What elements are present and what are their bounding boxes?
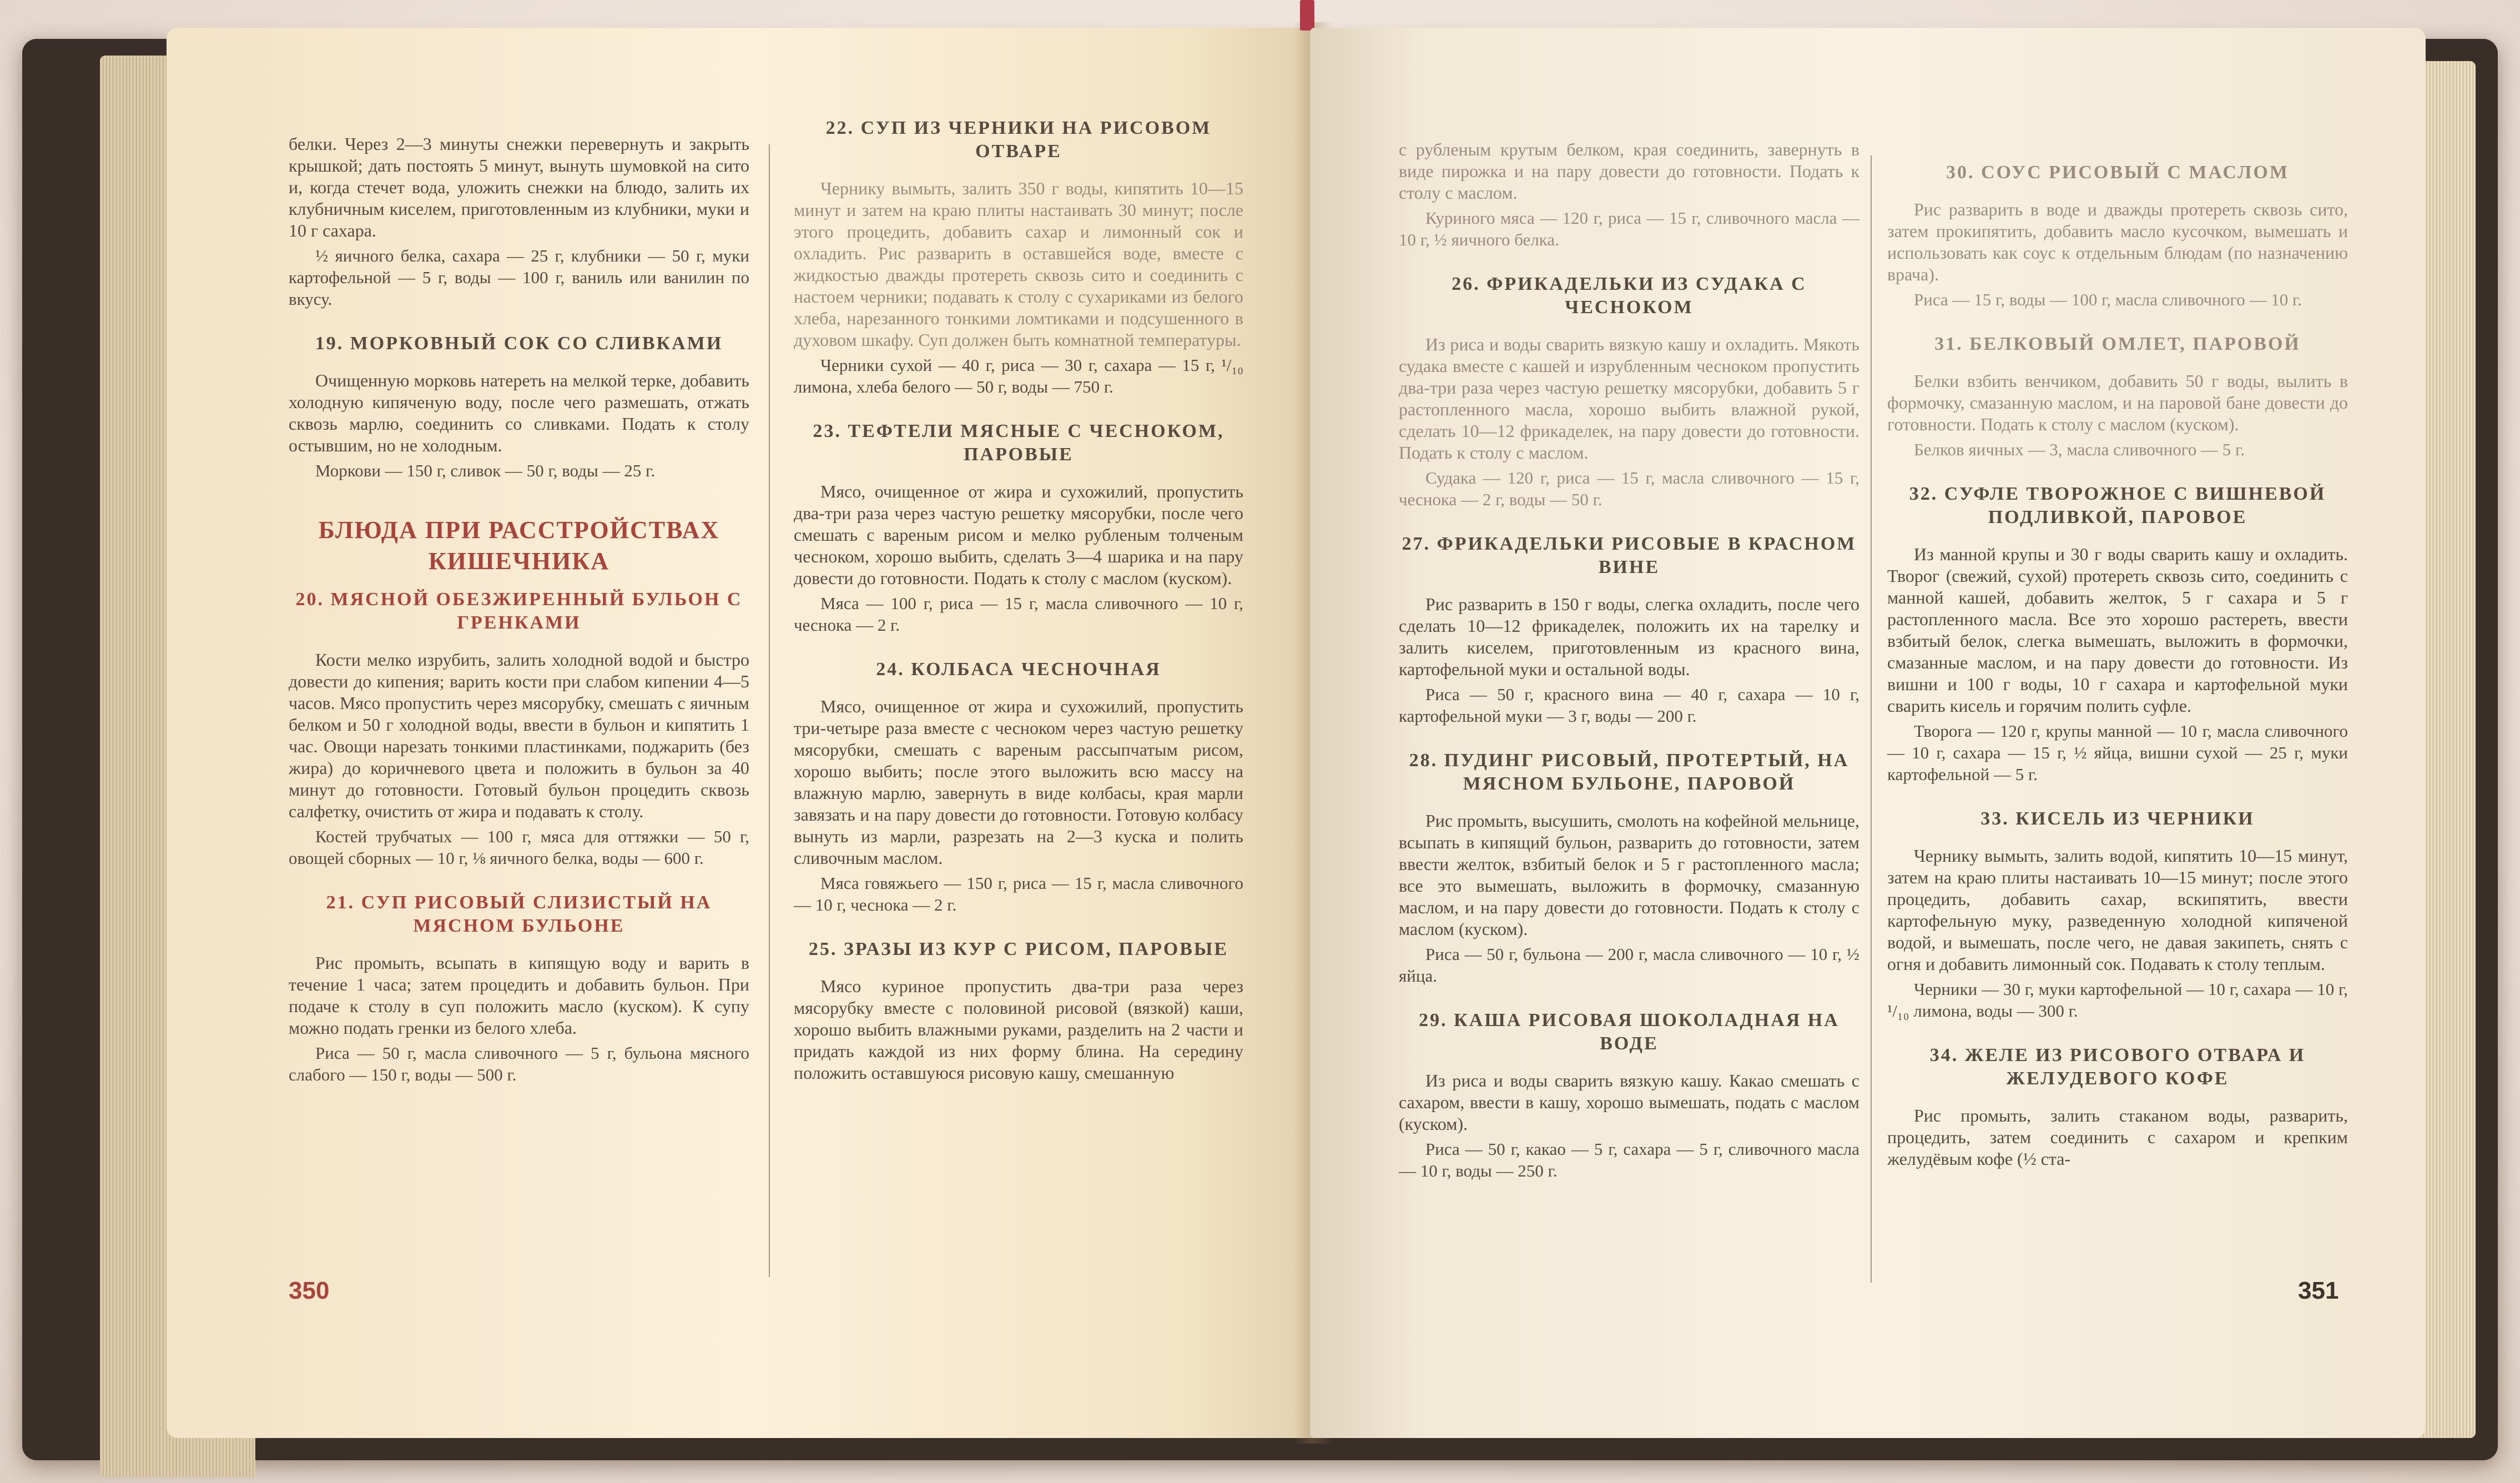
recipe-title-22: 22. СУП ИЗ ЧЕРНИКИ НА РИСОВОМ ОТВАРЕ — [825, 118, 1212, 162]
recipe-title-21: 21. СУП РИСОВЫЙ СЛИЗИСТЫЙ НА МЯСНОМ БУЛЬОНЕ — [326, 892, 712, 936]
recipe-title-31: 31. БЕЛКОВЫЙ ОМЛЕТ, ПАРОВОЙ — [1934, 334, 2301, 354]
recipe-ingredients-27: Риса — 50 г, красного вина — 40 г, сахара — 10 г, картофельной муки — 3 г, воды — 200 г. — [1399, 685, 1859, 726]
recipe-ingredients-33: Черники — 30 г, муки картофельной — 10 г, сахара — 10 г, ¹/₁₀ лимона, воды — 300 г. — [1887, 979, 2348, 1020]
recipe-ingredients-19: Моркови — 150 г, сливок — 50 г, воды — 25 г. — [315, 461, 656, 480]
recipe-text-20: Кости мелко изрубить, залить холодной водой и быстро довести до кипения; варить кости при слабом кипении 4—5 часов. Мясо пропустить через мясорубку, смешать с яичным белком и 50 г холодной воды, ввести в бульон и кипятить 1 час. Овощи нарезать тонкими пластинками, поджарить (без жира) до коричневого цвета и положить в бульон за 40 минут до готовности. Готовый бульон процедить сквозь салфетку, очистить от жира и подавать к столу. — [289, 650, 749, 821]
right-page — [1310, 28, 2426, 1438]
recipe-ingredients-22: Черники сухой — 40 г, риса — 30 г, сахара — 15 г, ¹/₁₀ лимона, хлеба белого — 50 г, воды — 750 г. — [794, 355, 1243, 396]
recipe-title-19: 19. МОРКОВНЫЙ СОК СО СЛИВКАМИ — [315, 333, 723, 354]
recipe-title-25: 25. ЗРАЗЫ ИЗ КУР С РИСОМ, ПАРОВЫЕ — [808, 939, 1229, 959]
recipe-title-34: 34. ЖЕЛЕ ИЗ РИСОВОГО ОТВАРА И ЖЕЛУДЕВОГО КОФЕ — [1929, 1045, 2306, 1089]
recipe-text-25: Мясо куриное пропустить два-три раза через мясорубку вместе с половиной рисовой (вязкой) каши, хорошо выбить влажными руками, разделить на 2 части и придать каждой из них форму блина. На середину положить оставшуюся рисовую кашу, смешанную — [794, 976, 1243, 1083]
recipe-text-21: Рис промыть, всыпать в кипящую воду и варить в течение 1 часа; затем процедить и добавить бульон. При подаче к столу в суп положить масло (куском). К супу можно подать гренки из белого хлеба. — [289, 953, 749, 1038]
recipe-text-28: Рис промыть, высушить, смолоть на кофейной мельнице, всыпать в кипящий бульон, разварить до готовности, затем ввести желток, взбитый белок и 5 г растопленного масла; все это вымешать, выложить в формочку, смазанную маслом, и на пару довести до готовности. Подать к столу с маслом (куском). — [1399, 811, 1859, 939]
recipe-ingredients-29: Риса — 50 г, какао — 5 г, сахара — 5 г, сливочного масла — 10 г, воды — 250 г. — [1399, 1139, 1859, 1180]
recipe-ingredients-21: Риса — 50 г, масла сливочного — 5 г, бульона мясного слабого — 150 г, воды — 500 г. — [289, 1043, 749, 1084]
right-column-1 — [1399, 139, 1859, 1185]
recipe-title-29: 29. КАША РИСОВАЯ ШОКОЛАДНАЯ НА ВОДЕ — [1419, 1010, 1839, 1054]
recipe-text-33: Чернику вымыть, залить водой, кипятить 10—15 минут, затем на краю плиты настаивать 10—15 минут; после этого процедить, добавить сахар, вскипятить, ввести картофельную муку, разведенную холодной кипяченой водой, и вымешать, после чего, не давая закипеть, снять с огня и добавить лимонный сок. Подавать к столу теплым. — [1887, 846, 2348, 974]
recipe-text-19: Очищенную морковь натереть на мелкой терке, добавить холодную кипяченую воду, после чего размешать, отжать сквозь марлю, соединить со сливками. Подать к столу остывшим, но не холодным. — [289, 370, 749, 455]
recipe-title-28: 28. ПУДИНГ РИСОВЫЙ, ПРОТЕРТЫЙ, НА МЯСНОМ БУЛЬОНЕ, ПАРОВОЙ — [1409, 750, 1849, 794]
recipe-text-22: Чернику вымыть, залить 350 г воды, кипятить 10—15 минут и затем на краю плиты настаивать 30 минут; после этого процедить, добавить сахар и лимонный сок и охладить. Рис разварить в оставшейся воде, вместе с жидкостью дважды протереть сквозь сито и соединить с настоем черники; подавать к столу с сухариками из белого хлеба, нарезанного тонкими ломтиками и подсушенного в духовом шкафу. Суп должен быть комнатной температуры. — [794, 178, 1243, 350]
recipe-text-32: Из манной крупы и 30 г воды сварить кашу и охладить. Творог (свежий, сухой) протереть сквозь сито, соединить с манной кашей, добавить желток, 5 г сахара и 5 г растопленного масла. Все это хорошо растереть, ввести взбитый белок, слегка вымешать, выложить в формочки, смазанные маслом, и на пару довести до готовности. Из вишни и 100 г воды, 10 г сахара и картофельной муки сварить кисель и горячим полить суфле. — [1887, 544, 2348, 716]
left-column-2 — [794, 117, 1243, 1087]
right-column-2 — [1887, 161, 2348, 1173]
recipe-ingredients-28: Риса — 50 г, бульона — 200 г, масла сливочного — 10 г, ½ яйца. — [1399, 944, 1859, 986]
recipe-text-23: Мясо, очищенное от жира и сухожилий, пропустить два-три раза через частую решетку мясорубки, после чего смешать с вареным рисом и мелко рубленым толченым чесноком, хорошо выбить, сделать 3—4 шарика и на пару довести до готовности. Подать к столу с маслом (куском). — [794, 481, 1243, 588]
column-rule — [1871, 155, 1872, 1283]
recipe-text-30: Рис разварить в воде и дважды протереть сквозь сито, затем прокипятить, добавить масло кусочком, вымешать и использовать как соус к отдельным блюдам (по назначению врача). — [1887, 199, 2348, 284]
recipe-text-31: Белки взбить венчиком, добавить 50 г воды, вылить в формочку, смазанную маслом, и на паровой бане довести до готовности. Подать к столу с маслом (куском). — [1887, 371, 2348, 434]
recipe-text-29: Из риса и воды сварить вязкую кашу. Какао смешать с сахаром, ввести в кашу, хорошо вымешать, подать с маслом (куском). — [1399, 1070, 1859, 1134]
ingredients: ½ яичного белка, сахара — 25 г, клубники — 50 г, муки картофельной — 5 г, воды — 100 г, ваниль или ванилин по вкусу. — [289, 246, 749, 309]
recipe-text-26: Из риса и воды сварить вязкую кашу и охладить. Мякоть судака вместе с кашей и изрубленным чесноком пропустить два-три раза через частую решетку мясорубки, добавить 5 г растопленного масла, хорошо выбить влажной рукой, сделать 10—12 фрикаделек, на пару довести до готовности. Подать к столу с маслом. — [1399, 334, 1859, 463]
recipe-title-23: 23. ТЕФТЕЛИ МЯСНЫЕ С ЧЕСНОКОМ, ПАРОВЫЕ — [813, 421, 1224, 465]
section-heading: БЛЮДА ПРИ РАССТРОЙСТВАХ КИШЕЧНИКА — [318, 516, 720, 575]
left-column-1 — [289, 133, 749, 1089]
recipe-text-27: Рис разварить в 150 г воды, слегка охладить, после чего сделать 10—12 фрикаделек, положить их на тарелку и залить киселем, приготовленным из красного вина, картофельной муки и остальной воды. — [1399, 594, 1859, 679]
recipe-title-20: 20. МЯСНОЙ ОБЕЗЖИРЕННЫЙ БУЛЬОН С ГРЕНКАМИ — [295, 589, 743, 633]
recipe-title-24: 24. КОЛБАСА ЧЕСНОЧНАЯ — [876, 659, 1161, 680]
recipe-text-34: Рис промыть, залить стаканом воды, разварить, процедить, затем соединить с сахаром и крепким желудёвым кофе (½ ста- — [1887, 1105, 2348, 1169]
recipe-title-27: 27. ФРИКАДЕЛЬКИ РИСОВЫЕ В КРАСНОМ ВИНЕ — [1402, 534, 1857, 577]
recipe-ingredients-30: Риса — 15 г, воды — 100 г, масла сливочного — 10 г. — [1914, 290, 2302, 309]
column-rule — [769, 144, 770, 1277]
left-page — [167, 28, 1321, 1438]
recipe-title-26: 26. ФРИКАДЕЛЬКИ ИЗ СУДАКА С ЧЕСНОКОМ — [1451, 274, 1807, 318]
recipe-ingredients-20: Костей трубчатых — 100 г, мяса для оттяжки — 50 г, овощей сборных — 10 г, ⅛ яичного белка, воды — 600 г. — [289, 827, 749, 868]
recipe-ingredients-31: Белков яичных — 3, масла сливочного — 5 г. — [1914, 440, 2245, 459]
bookmark-ribbon — [1300, 0, 1314, 31]
continuation-text: с рубленым крутым белком, края соединить, завернуть в виде пирожка и на пару довести до готовности. Подать к столу с маслом. — [1399, 139, 1859, 203]
recipe-ingredients-26: Судака — 120 г, риса — 15 г, масла сливочного — 15 г, чеснока — 2 г, воды — 50 г. — [1399, 468, 1859, 509]
recipe-title-30: 30. СОУС РИСОВЫЙ С МАСЛОМ — [1946, 162, 2289, 183]
recipe-title-32: 32. СУФЛЕ ТВОРОЖНОЕ С ВИШНЕВОЙ ПОДЛИВКОЙ, ПАРОВОЕ — [1909, 484, 2326, 527]
recipe-text-24: Мясо, очищенное от жира и сухожилий, пропустить три-четыре раза вместе с чесноком через частую решетку мясорубки, смешать с вареным рассыпчатым рисом, хорошо выбить; после этого выложить всю массу на влажную марлю, завернуть в виде колбасы, края марли завязать и на пару довести до готовности. Готовую колбасу вынуть из марли, разрезать на 2—3 куска и полить сливочным маслом. — [794, 696, 1243, 868]
recipe-ingredients-23: Мяса — 100 г, риса — 15 г, масла сливочного — 10 г, чеснока — 2 г. — [794, 594, 1243, 635]
ingredients: Куриного мяса — 120 г, риса — 15 г, сливочного масла — 10 г, ½ яичного белка. — [1399, 208, 1859, 249]
page-number-left: 350 — [289, 1277, 330, 1304]
recipe-title-33: 33. КИСЕЛЬ ИЗ ЧЕРНИКИ — [1980, 808, 2255, 829]
recipe-ingredients-32: Творога — 120 г, крупы манной — 10 г, масла сливочного — 10 г, сахара — 15 г, ½ яйца, вишни сухой — 25 г, муки картофельной — 5 г. — [1887, 721, 2348, 784]
continuation-text: белки. Через 2—3 минуты снежки перевернуть и закрыть крышкой; дать постоять 5 минут, вынуть шумовкой на сито и, когда стечет вода, уложить снежки на блюдо, залить их клубничным киселем, приготовленным из клубники, муки и 10 г сахара. — [289, 134, 749, 240]
recipe-ingredients-24: Мяса говяжьего — 150 г, риса — 15 г, масла сливочного — 10 г, чеснока — 2 г. — [794, 873, 1243, 914]
page-number-right: 351 — [2298, 1277, 2339, 1304]
